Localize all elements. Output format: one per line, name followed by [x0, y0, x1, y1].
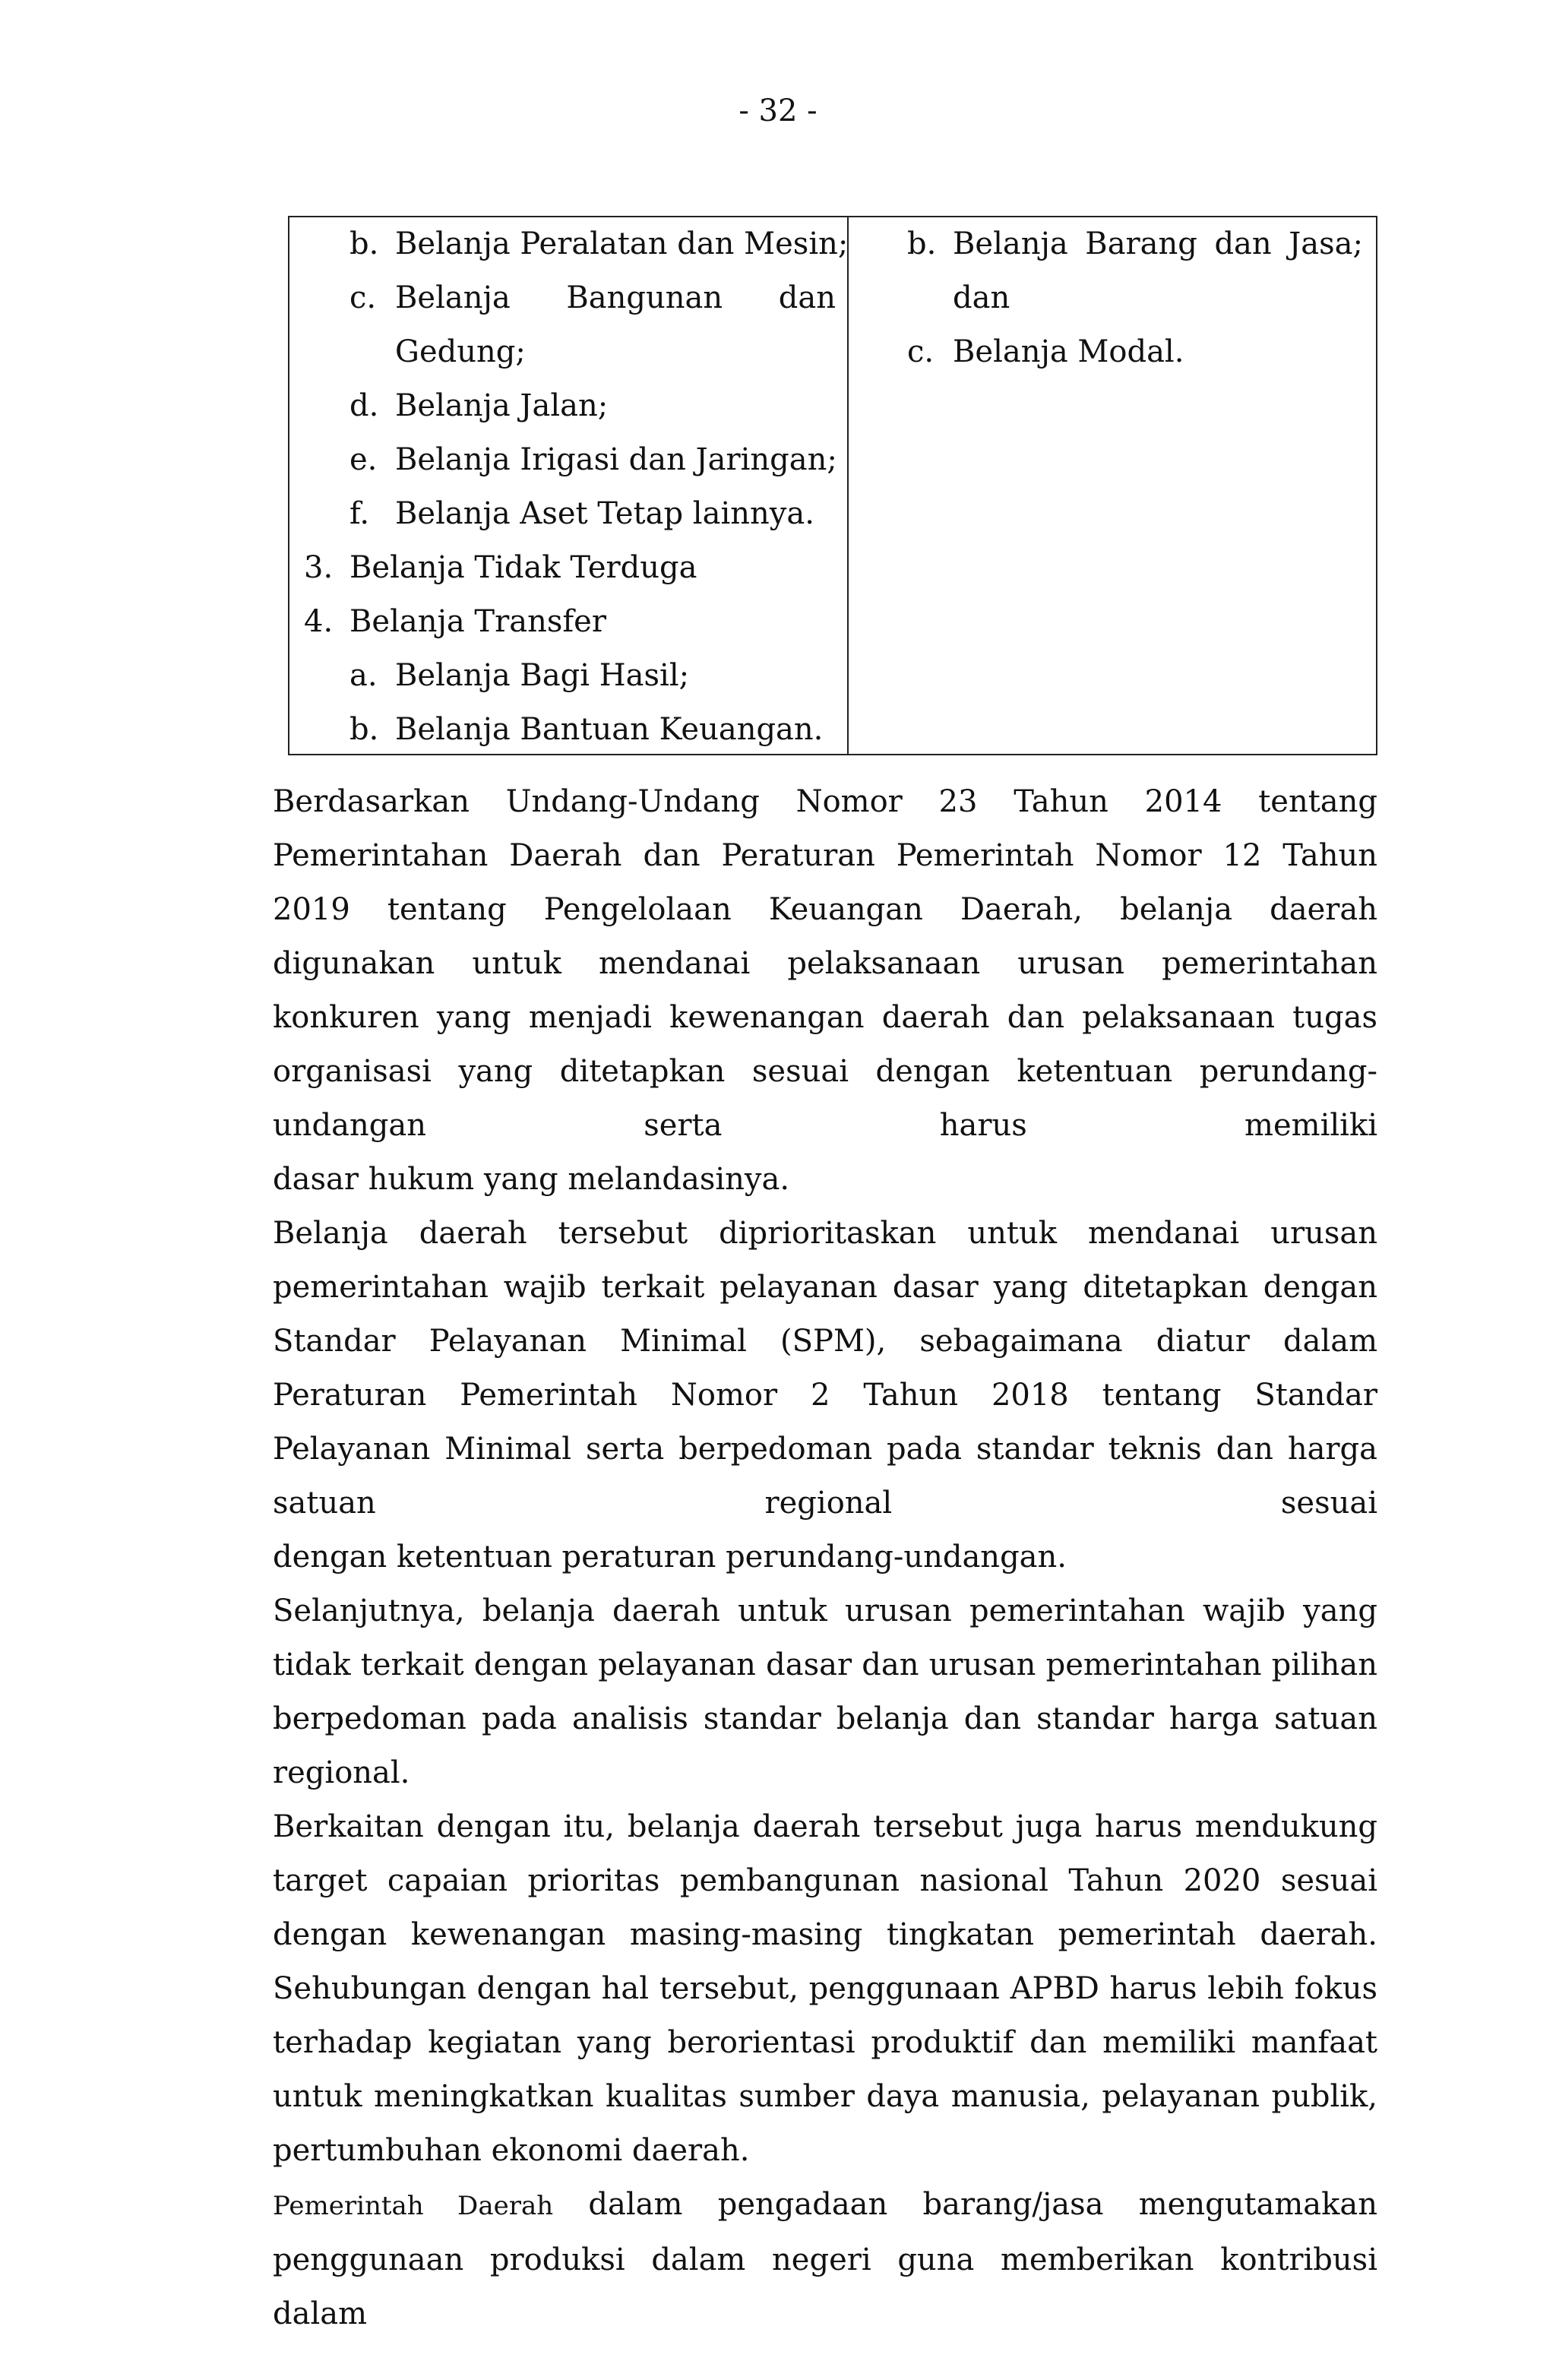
word: dan	[1214, 226, 1272, 261]
paragraph	[273, 1584, 1377, 1800]
item-text: Belanja Irigasi dan Jaringan;	[395, 442, 837, 477]
paragraph	[273, 2178, 1377, 2341]
paragraph	[273, 1207, 1377, 1584]
item-text: Belanja Bagi Hasil;	[395, 658, 690, 693]
word: Belanja	[395, 280, 511, 315]
paragraph-text: Belanja daerah tersebut diprioritaskan untuk mendanai urusan pemerintahan wajib terkait pelayanan dasar yang ditetapkan dengan Standar Pelayanan Minimal (SPM), sebagaimana diatur dalam Peraturan Pemerintah Nomor 2 Tahun 2018 tentang Standar Pelayanan Minimal serta berpedoman pada standar teknis dan harga satuan regional sesuai	[273, 1216, 1377, 1521]
paragraph-text: dalam pengadaan barang/jasa mengutamakan penggunaan produksi dalam negeri guna memberikan kontribusi dalam	[273, 2187, 1377, 2331]
item-marker: 3.	[304, 550, 334, 585]
word: dan	[778, 280, 836, 315]
item-text: dan	[953, 280, 1010, 315]
item-text: Belanja Peralatan dan Mesin;	[395, 226, 849, 261]
item-marker: b.	[349, 712, 379, 747]
item-text: Belanja Transfer	[349, 604, 606, 639]
word: Bangunan	[566, 280, 723, 315]
item-marker: f.	[349, 496, 370, 531]
paragraph-text: Selanjutnya, belanja daerah untuk urusan pemerintahan wajib yang tidak terkait dengan pelayanan dasar dan urusan pemerintahan pilihan berpedoman pada analisis standar belanja dan standar harga satuan	[273, 1594, 1377, 1736]
item-text: Belanja Aset Tetap lainnya.	[395, 496, 814, 531]
item-marker: a.	[349, 658, 378, 693]
item-marker: 4.	[304, 604, 334, 639]
paragraph	[273, 1800, 1377, 2178]
paragraph-last-line: pertumbuhan ekonomi daerah.	[273, 2133, 750, 2168]
paragraph	[273, 775, 1377, 1207]
item-text: Belanja Jalan;	[395, 388, 609, 423]
item-marker: c.	[907, 334, 935, 369]
page-number: - 32 -	[738, 93, 818, 128]
paragraph-last-line: dasar hukum yang melandasinya.	[273, 1162, 790, 1197]
word: Barang	[1085, 226, 1197, 261]
body-text	[273, 775, 1377, 2341]
item-marker: e.	[349, 442, 378, 477]
item-marker: b.	[349, 226, 379, 261]
item-text	[395, 271, 836, 325]
item-text: Gedung;	[395, 334, 526, 369]
item-text: Belanja Modal.	[953, 334, 1184, 369]
item-text: Belanja Bantuan Keuangan.	[395, 712, 824, 747]
item-marker: c.	[349, 280, 377, 315]
item-marker: d.	[349, 388, 379, 423]
paragraph-text: Berdasarkan Undang-Undang Nomor 23 Tahun 2014 tentang Pemerintahan Daerah dan Peraturan Pemerintah Nomor 12 Tahun 2019 tentang Pengelolaan Keuangan Daerah, belanja daerah digunakan untuk mendanai pelaksanaan urusan pemerintahan konkuren yang menjadi kewenangan daerah dan pelaksanaan tugas organisasi yang ditetapkan sesuai dengan ketentuan perundang-undangan serta harus memiliki	[273, 784, 1377, 1143]
item-text: Belanja Tidak Terduga	[349, 550, 697, 585]
paragraph-text: Berkaitan dengan itu, belanja daerah tersebut juga harus mendukung target capaian prioritas pembangunan nasional Tahun 2020 sesuai dengan kewenangan masing-masing tingkatan pemerintah daerah. Sehubungan dengan hal tersebut, penggunaan APBD harus lebih fokus terhadap kegiatan yang berorientasi produktif dan memiliki manfaat untuk meningkatkan kualitas sumber daya manusia, pelayanan publik,	[273, 1809, 1377, 2114]
word: Belanja	[953, 226, 1068, 261]
word: Jasa;	[1289, 226, 1363, 261]
budget-table	[288, 216, 1377, 755]
item-text	[953, 217, 1363, 271]
column-divider	[847, 217, 849, 754]
item-marker: b.	[907, 226, 937, 261]
paragraph-last-line: dengan ketentuan peraturan perundang-undangan.	[273, 1540, 1067, 1575]
paragraph-last-line: regional.	[273, 1755, 410, 1790]
paragraph-lead: Pemerintah Daerah	[273, 2191, 554, 2221]
